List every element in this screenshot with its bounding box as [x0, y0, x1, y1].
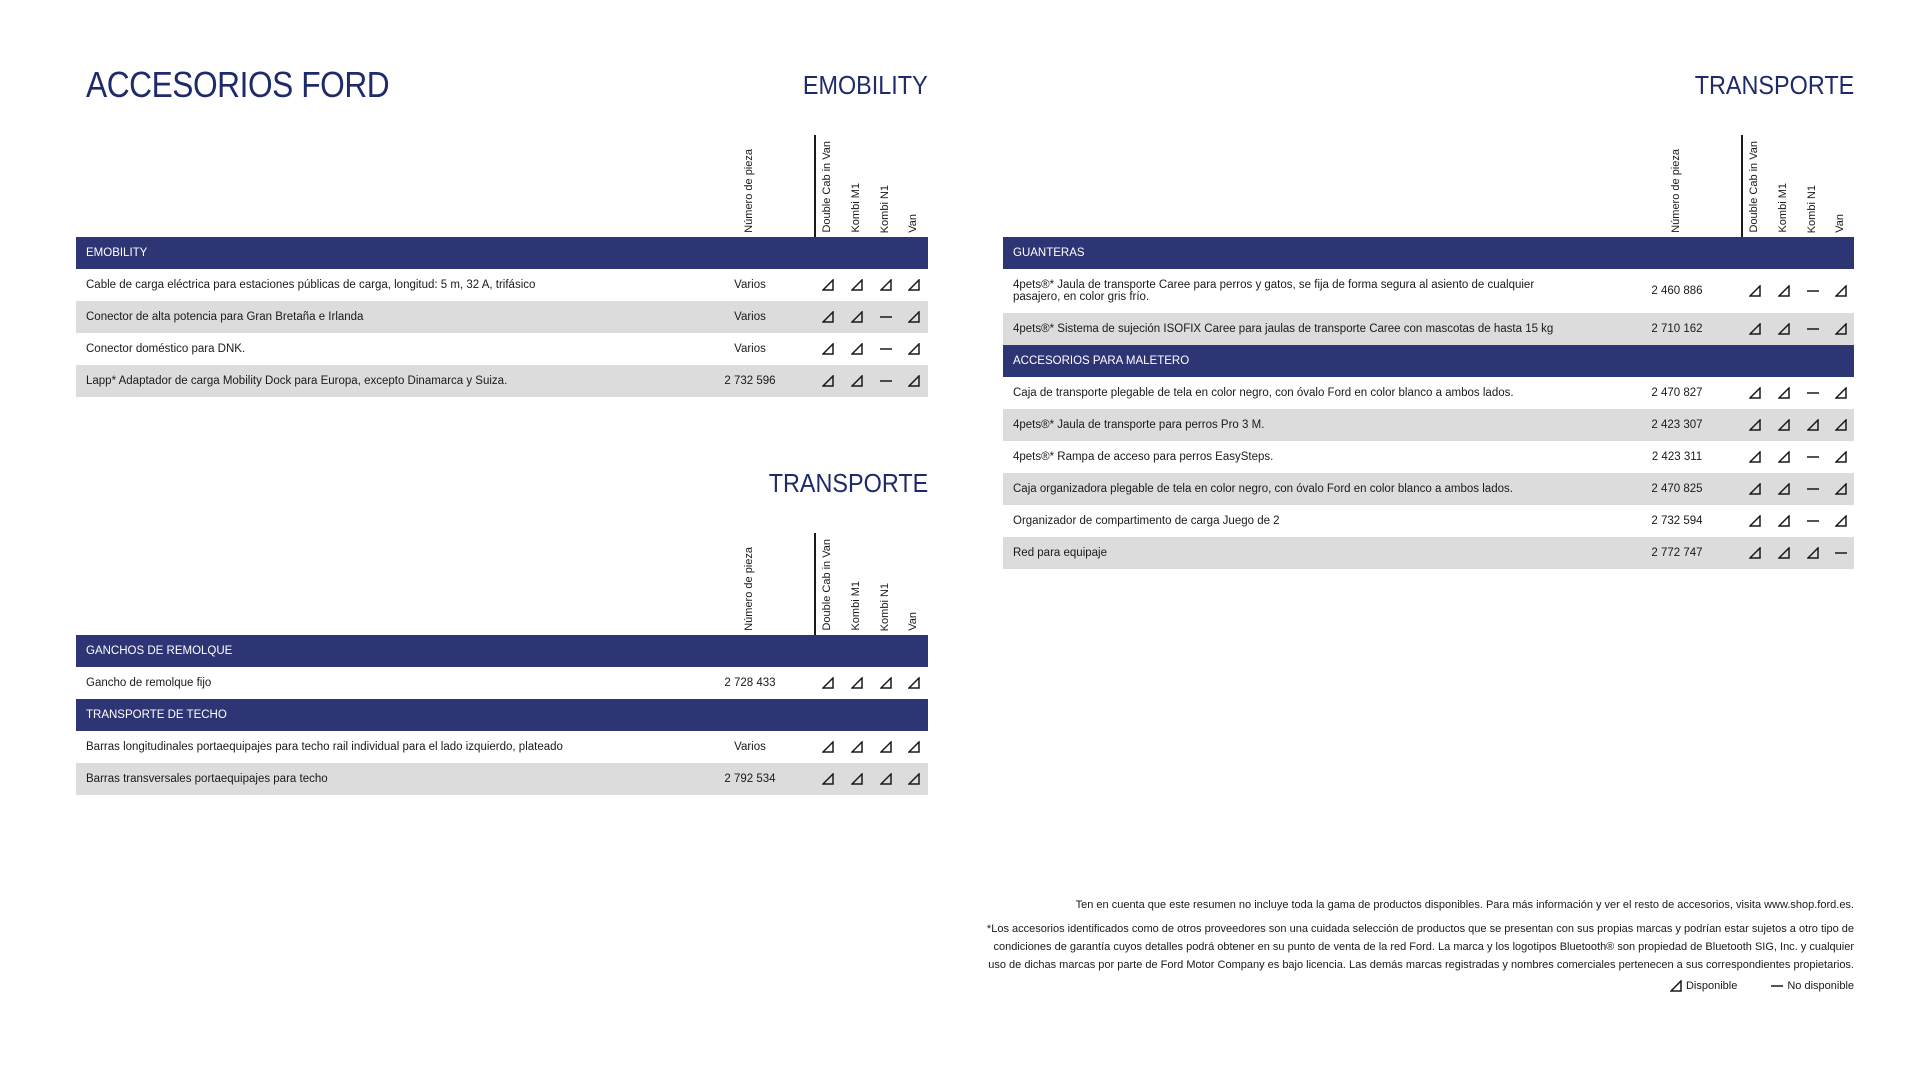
part-number: Varios — [734, 741, 766, 753]
availability-cell — [906, 667, 922, 699]
table-row — [1003, 377, 1854, 409]
table-row — [1003, 537, 1854, 569]
column-header — [1777, 135, 1791, 237]
column-header-label: Kombi M1 — [850, 581, 862, 631]
row-description: Barras transversales portaequipajes para techo — [86, 773, 328, 785]
part-number: 2 732 594 — [1651, 515, 1703, 527]
section-title-emobility: EMOBILITY — [803, 70, 928, 100]
availability-cell — [1776, 313, 1792, 345]
row-description: Conector de alta potencia para Gran Bretaña e Irlanda — [86, 311, 364, 323]
available-icon — [1778, 547, 1790, 559]
footnote-disclaimer: *Los accesorios identificados como de otros proveedores son una cuidada selección de productos que se presentan con sus propias marcas y podrían estar sujetos a otro tipo de condiciones de garantía cuyos detalles podrá obtener en su punto de venta de la red Ford. La marca y los logotipos Bluetooth® son propiedad de Bluetooth SIG, Inc. y cualquier uso de dichas marcas por parte de Ford Motor Company es bajo licencia. Las demás marcas registradas y nombres comerciales pertenecen a sus correspondientes propietarios. — [986, 923, 1854, 971]
table-row — [76, 301, 928, 333]
available-icon — [1749, 547, 1761, 559]
available-icon — [822, 773, 834, 785]
available-icon — [880, 741, 892, 753]
row-description: Cable de carga eléctrica para estaciones públicas de carga, longitud: 5 m, 32 A, trifásico — [86, 279, 536, 291]
available-icon — [1835, 285, 1847, 297]
section-title-transporte-right: TRANSPORTE — [1694, 70, 1854, 100]
available-icon — [908, 311, 920, 323]
available-icon — [908, 343, 920, 355]
availability-cell — [1747, 473, 1763, 505]
column-header-label: Van — [907, 612, 919, 631]
availability-cell — [820, 365, 836, 397]
availability-cell — [906, 301, 922, 333]
part-number: 2 423 311 — [1651, 451, 1703, 463]
availability-cell — [878, 731, 894, 763]
availability-cell — [1833, 537, 1849, 569]
available-icon — [822, 677, 834, 689]
not-available-icon — [880, 375, 892, 387]
available-icon — [1835, 515, 1847, 527]
column-header-label: Número de pieza — [743, 547, 755, 631]
available-icon — [1835, 451, 1847, 463]
availability-cell — [1776, 377, 1792, 409]
column-header-label: Número de pieza — [743, 149, 755, 233]
table-row — [1003, 269, 1854, 313]
available-icon — [908, 741, 920, 753]
available-icon — [1749, 323, 1761, 335]
available-icon — [908, 279, 920, 291]
available-icon — [880, 279, 892, 291]
availability-cell — [1805, 313, 1821, 345]
availability-cell — [849, 301, 865, 333]
availability-cell — [1833, 269, 1849, 313]
availability-cell — [1747, 505, 1763, 537]
availability-cell — [878, 269, 894, 301]
available-icon — [1835, 419, 1847, 431]
not-available-icon — [1807, 515, 1819, 527]
available-icon — [822, 279, 834, 291]
availability-cell — [849, 333, 865, 365]
column-divider — [814, 533, 816, 635]
available-icon — [908, 375, 920, 387]
availability-cell — [820, 301, 836, 333]
table-row — [1003, 473, 1854, 505]
available-icon — [851, 677, 863, 689]
row-description: 4pets®* Jaula de transporte Caree para perros y gatos, se fija de forma segura al asiento de cualquier pasajero, en color gris frío. — [1013, 279, 1535, 303]
not-available-icon — [1807, 387, 1819, 399]
availability-cell — [906, 731, 922, 763]
row-description: 4pets®* Rampa de acceso para perros EasySteps. — [1013, 451, 1274, 463]
available-icon — [1778, 419, 1790, 431]
table-row — [76, 269, 928, 301]
section-title-transporte-left: TRANSPORTE — [768, 468, 928, 498]
row-description: Lapp* Adaptador de carga Mobility Dock para Europa, excepto Dinamarca y Suiza. — [86, 375, 508, 387]
row-description: Caja organizadora plegable de tela en color negro, con óvalo Ford en color blanco a ambos lados. — [1013, 483, 1513, 495]
availability-cell — [1833, 409, 1849, 441]
availability-cell — [1805, 505, 1821, 537]
column-header — [907, 533, 921, 635]
row-description: Barras longitudinales portaequipajes para techo rail individual para el lado izquierdo, plateado — [86, 741, 563, 753]
part-number: 2 470 825 — [1651, 483, 1703, 495]
availability-cell — [878, 763, 894, 795]
column-header-label: Double Cab in Van — [821, 539, 833, 631]
column-header-label: Kombi N1 — [1806, 184, 1818, 233]
available-icon — [1835, 387, 1847, 399]
available-icon — [908, 677, 920, 689]
availability-cell — [849, 269, 865, 301]
not-available-icon — [880, 343, 892, 355]
availability-cell — [878, 301, 894, 333]
available-icon — [1778, 323, 1790, 335]
availability-cell — [820, 667, 836, 699]
availability-cell — [906, 333, 922, 365]
legend-available — [1670, 980, 1737, 992]
row-description: Conector doméstico para DNK. — [86, 343, 246, 355]
availability-cell — [820, 333, 836, 365]
available-icon — [851, 741, 863, 753]
not-available-icon — [1807, 285, 1819, 297]
availability-cell — [820, 763, 836, 795]
column-divider — [814, 135, 816, 237]
column-header-label: Van — [1834, 214, 1846, 233]
table-row — [76, 333, 928, 365]
table-row — [1003, 313, 1854, 345]
available-icon — [1778, 515, 1790, 527]
legend-available-label: Disponible — [1685, 980, 1738, 992]
available-icon — [1778, 483, 1790, 495]
table-row — [1003, 441, 1854, 473]
available-icon — [822, 375, 834, 387]
availability-cell — [1805, 377, 1821, 409]
availability-cell — [1776, 409, 1792, 441]
not-available-icon — [1807, 483, 1819, 495]
available-icon — [1778, 387, 1790, 399]
available-icon — [851, 375, 863, 387]
availability-cell — [1747, 269, 1763, 313]
part-number: 2 423 307 — [1651, 419, 1703, 431]
availability-cell — [906, 763, 922, 795]
available-icon — [1807, 419, 1819, 431]
availability-cell — [1776, 473, 1792, 505]
available-icon — [880, 677, 892, 689]
availability-cell — [849, 731, 865, 763]
group-header: GUANTERAS — [1003, 237, 1854, 269]
not-available-icon — [1807, 451, 1819, 463]
table-row — [76, 667, 928, 699]
available-icon — [908, 773, 920, 785]
available-icon — [880, 773, 892, 785]
column-header-label: Double Cab in Van — [1748, 141, 1760, 233]
column-header-label: Número de pieza — [1670, 149, 1682, 233]
table-row — [76, 731, 928, 763]
group-header: GANCHOS DE REMOLQUE — [76, 635, 928, 667]
availability-cell — [878, 365, 894, 397]
column-header-label: Kombi N1 — [879, 582, 891, 631]
availability-cell — [1833, 505, 1849, 537]
availability-cell — [1776, 441, 1792, 473]
available-icon — [1778, 285, 1790, 297]
available-icon — [1749, 451, 1761, 463]
available-icon — [1749, 515, 1761, 527]
column-header — [850, 533, 864, 635]
availability-cell — [820, 731, 836, 763]
available-icon — [822, 741, 834, 753]
column-header — [1806, 135, 1820, 237]
availability-cell — [878, 333, 894, 365]
available-icon — [1749, 285, 1761, 297]
column-header — [821, 533, 835, 635]
column-header-label: Van — [907, 214, 919, 233]
availability-cell — [1833, 313, 1849, 345]
not-available-icon — [1771, 980, 1783, 992]
legend-not-available — [1771, 980, 1854, 992]
available-icon — [1749, 387, 1761, 399]
table-row — [76, 763, 928, 795]
column-header — [907, 135, 921, 237]
available-icon — [1835, 483, 1847, 495]
availability-cell — [1747, 441, 1763, 473]
available-icon — [1835, 323, 1847, 335]
availability-cell — [1747, 377, 1763, 409]
column-header — [879, 533, 893, 635]
availability-cell — [1776, 505, 1792, 537]
availability-cell — [849, 667, 865, 699]
availability-cell — [906, 365, 922, 397]
availability-cell — [849, 763, 865, 795]
availability-cell — [1833, 441, 1849, 473]
part-number: Varios — [734, 279, 766, 291]
availability-cell — [1805, 537, 1821, 569]
availability-cell — [1776, 537, 1792, 569]
available-icon — [851, 343, 863, 355]
column-header — [743, 533, 757, 635]
not-available-icon — [1807, 323, 1819, 335]
row-description: Gancho de remolque fijo — [86, 677, 212, 689]
availability-cell — [1805, 409, 1821, 441]
part-number: 2 710 162 — [1651, 323, 1703, 335]
row-description: Caja de transporte plegable de tela en color negro, con óvalo Ford en color blanco a ambos lados. — [1013, 387, 1514, 399]
row-description: 4pets®* Jaula de transporte para perros Pro 3 M. — [1013, 419, 1265, 431]
column-header — [1670, 135, 1684, 237]
group-header: ACCESORIOS PARA MALETERO — [1003, 345, 1854, 377]
table-row — [1003, 505, 1854, 537]
availability-cell — [1747, 409, 1763, 441]
footnote-summary: Ten en cuenta que este resumen no incluye toda la gama de productos disponibles. Para más información y ver el resto de accesorios, visita www.shop.ford.es. — [1075, 899, 1854, 911]
available-icon — [822, 343, 834, 355]
availability-cell — [1833, 377, 1849, 409]
availability-cell — [820, 269, 836, 301]
column-header — [743, 135, 757, 237]
available-icon — [851, 773, 863, 785]
availability-cell — [1776, 269, 1792, 313]
available-icon — [1670, 980, 1682, 992]
part-number: 2 792 534 — [724, 773, 776, 785]
footnotes — [974, 896, 1854, 980]
availability-cell — [1747, 537, 1763, 569]
group-header: TRANSPORTE DE TECHO — [76, 699, 928, 731]
availability-cell — [1833, 473, 1849, 505]
row-description: 4pets®* Sistema de sujeción ISOFIX Caree para jaulas de transporte Caree con mascotas de hasta 15 kg — [1013, 323, 1554, 335]
availability-cell — [1805, 269, 1821, 313]
column-header-label: Kombi M1 — [1777, 183, 1789, 233]
part-number: 2 470 827 — [1651, 387, 1703, 399]
availability-cell — [906, 269, 922, 301]
row-description: Organizador de compartimento de carga Juego de 2 — [1013, 515, 1280, 527]
available-icon — [851, 279, 863, 291]
column-header — [1834, 135, 1848, 237]
part-number: 2 772 747 — [1651, 547, 1703, 559]
available-icon — [1749, 419, 1761, 431]
column-header-label: Double Cab in Van — [821, 141, 833, 233]
column-header-label: Kombi M1 — [850, 183, 862, 233]
availability-cell — [849, 365, 865, 397]
column-header — [850, 135, 864, 237]
column-header — [821, 135, 835, 237]
part-number: Varios — [734, 343, 766, 355]
column-header — [879, 135, 893, 237]
not-available-icon — [880, 311, 892, 323]
part-number: 2 732 596 — [724, 375, 776, 387]
availability-cell — [1805, 473, 1821, 505]
availability-cell — [1747, 313, 1763, 345]
not-available-icon — [1835, 547, 1847, 559]
page-title: ACCESORIOS FORD — [86, 64, 390, 105]
part-number: 2 460 886 — [1651, 285, 1703, 297]
legend-not-available-label: No disponible — [1787, 980, 1854, 992]
table-row — [76, 365, 928, 397]
column-divider — [1741, 135, 1743, 237]
availability-cell — [1805, 441, 1821, 473]
available-icon — [1807, 547, 1819, 559]
row-description: Red para equipaje — [1013, 547, 1107, 559]
available-icon — [851, 311, 863, 323]
column-header — [1748, 135, 1762, 237]
group-header: EMOBILITY — [76, 237, 928, 269]
legend — [1670, 980, 1854, 992]
table-row — [1003, 409, 1854, 441]
available-icon — [822, 311, 834, 323]
part-number: Varios — [734, 311, 766, 323]
column-header-label: Kombi N1 — [879, 184, 891, 233]
available-icon — [1749, 483, 1761, 495]
availability-cell — [878, 667, 894, 699]
part-number: 2 728 433 — [724, 677, 776, 689]
available-icon — [1778, 451, 1790, 463]
